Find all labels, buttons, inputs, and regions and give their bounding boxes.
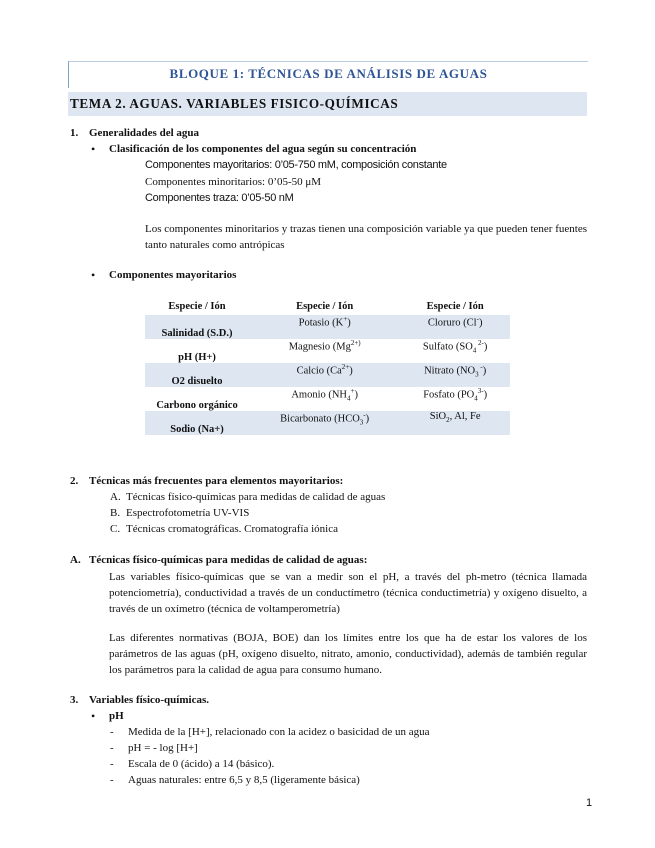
- table-row: [145, 315, 510, 339]
- section-a-paragraph-2: Las diferentes normativas (BOJA, BOE) dan los límites entre los que ha de estar los valores de los parámetros de las aguas (pH, oxígeno disuelto, nitrato, amonio, conductividad), además de también regular los parámetros para la calidad de agua para consumo humano.: [109, 632, 587, 676]
- table-cell: pH (H+): [178, 352, 216, 363]
- concentration-label: Componentes mayoritarios: [145, 159, 270, 171]
- tema-header: [68, 92, 587, 116]
- table-cell: [249, 339, 400, 363]
- formula-subscript: 4: [472, 346, 477, 355]
- formula-superscript: -: [363, 411, 366, 419]
- concentration-value: : 0’05-750 mM, composición constante: [269, 159, 447, 171]
- section-a-title: Técnicas físico-químicas para medidas de calidad de aguas:: [89, 554, 368, 566]
- table-cell: [400, 339, 510, 363]
- components-paragraph: Los componentes minoritarios y trazas tienen una composición variable ya que pueden tener fuentes tanto naturales como antrópicas: [145, 223, 587, 251]
- formula-end: ): [483, 389, 488, 401]
- table-cell: O2 disuelto: [145, 363, 249, 387]
- formula-end: ): [365, 413, 370, 425]
- section-a-letter: A.: [70, 554, 81, 566]
- formula-end: ): [478, 317, 483, 329]
- formula-superscript: +: [343, 315, 348, 323]
- table-row: [145, 411, 510, 435]
- formula-superscript: 3-: [477, 387, 484, 395]
- formula-subscript: 3: [475, 370, 479, 379]
- formula-text: Amonio (NH: [291, 389, 348, 401]
- section-a-paragraph-1: Las variables físico-químicas que se van a medir son el pH, a través del ph-metro (técnica llamada potenciometría), conductividad a través de un conductímetro (técnica conductimetría) y oxígeno disuelto, a través de un oxímetro (técnica de voltamperometría): [109, 571, 587, 615]
- dash-text: Escala de 0 (ácido) a 14 (básico).: [128, 758, 275, 770]
- bullet-icon: •: [91, 709, 96, 723]
- bloque-title: BLOQUE 1: TÉCNICAS DE ANÁLISIS DE AGUAS: [169, 66, 488, 81]
- table-cell: Salinidad (S.D.): [145, 315, 249, 339]
- formula-text: Nitrato (NO: [424, 365, 476, 377]
- table-header-cell: Especie / Ión: [426, 301, 484, 312]
- formula-end: ): [347, 317, 351, 329]
- bullet-icon: •: [91, 268, 96, 282]
- table-cell: [249, 315, 400, 339]
- section-1-title: Generalidades del agua: [89, 127, 200, 139]
- formula-superscript: 2+): [350, 339, 361, 347]
- dash-text: pH = - log [H+]: [128, 742, 198, 754]
- list-item: [110, 523, 338, 535]
- formula-superscript: -: [478, 363, 483, 371]
- concentration-value: : 0’05-50 μM: [262, 176, 322, 188]
- section-2-title: Técnicas más frecuentes para elementos mayoritarios:: [89, 475, 344, 487]
- section-2-number: 2.: [70, 475, 79, 487]
- table-header-cell: Especie / Ión: [168, 301, 226, 312]
- list-text: Técnicas físico-químicas para medidas de calidad de aguas: [126, 491, 386, 503]
- list-text: Espectrofotometría UV-VIS: [126, 507, 250, 519]
- formula-text: Magnesio (Mg: [288, 341, 351, 353]
- concentration-line-2: [145, 176, 321, 188]
- concentration-line-3: [145, 192, 293, 204]
- table-cell: [249, 411, 400, 435]
- section-1-number: 1.: [70, 127, 79, 139]
- formula-text: Bicarbonato (HCO: [280, 413, 360, 425]
- table-cell: [400, 387, 510, 411]
- table-row: [145, 339, 510, 363]
- dash-text: Aguas naturales: entre 6,5 y 8,5 (ligeramente básica): [128, 774, 360, 786]
- formula-text: Fosfato (PO: [423, 389, 475, 401]
- formula-end: , Al, Fe: [449, 411, 481, 422]
- formula-text: Calcio (Ca: [296, 365, 342, 377]
- dash-item: [110, 726, 430, 738]
- table-row: [145, 387, 510, 411]
- list-item: [110, 507, 250, 519]
- table-cell: [400, 411, 510, 435]
- dash-item: [110, 758, 275, 770]
- table-cell: [400, 363, 510, 387]
- section-3-number: 3.: [70, 694, 79, 706]
- concentration-line-1: [145, 159, 447, 171]
- formula-text: Potasio (K: [298, 317, 344, 329]
- formula-end: ): [483, 341, 488, 353]
- table-cell: [249, 387, 400, 411]
- table-header-row: [145, 298, 510, 315]
- formula-end: ): [482, 365, 487, 377]
- formula-end: ): [354, 389, 358, 401]
- formula-subscript: 4: [474, 394, 478, 403]
- dash-text: Medida de la [H+], relacionado con la acidez o basicidad de un agua: [128, 726, 430, 738]
- table-cell: [249, 363, 400, 387]
- dash-icon: -: [110, 726, 114, 738]
- bloque-header: [68, 61, 588, 88]
- section-3-title: Variables físico-químicas.: [89, 694, 209, 706]
- dash-item: [110, 742, 198, 754]
- formula-text: Sulfato (SO: [422, 341, 473, 353]
- formula-end: ): [349, 365, 353, 377]
- formula-text: Cloruro (Cl: [427, 317, 477, 329]
- formula-text: SiO: [429, 411, 447, 422]
- list-item: [110, 491, 386, 503]
- list-text: Técnicas cromatográficas. Cromatografía iónica: [126, 523, 338, 535]
- formula-superscript: 2-: [476, 339, 484, 347]
- dash-item: [110, 774, 360, 786]
- table-cell: Carbono orgánico: [156, 400, 238, 411]
- table-header-cell: Especie / Ión: [296, 301, 354, 312]
- formula-superscript: +: [350, 387, 355, 395]
- formula-subscript: 3: [359, 418, 364, 427]
- species-table: [145, 298, 510, 435]
- tema-title: TEMA 2. AGUAS. VARIABLES FISICO-QUÍMICAS: [70, 96, 399, 111]
- bullet-classification: Clasificación de los componentes del agua según su concentración: [109, 143, 417, 155]
- concentration-label: Componentes minoritarios: [145, 176, 263, 188]
- formula-subscript: 2: [446, 416, 450, 425]
- dash-icon: -: [110, 742, 114, 754]
- page-number: 1: [586, 797, 593, 809]
- concentration-value: : 0’05-50 nM: [235, 192, 294, 204]
- dash-icon: -: [110, 774, 114, 786]
- formula-superscript: -: [476, 315, 479, 323]
- list-letter: B.: [110, 507, 121, 519]
- table-row: [145, 363, 510, 387]
- concentration-label: Componentes traza: [145, 192, 236, 204]
- formula-superscript: 2+: [341, 363, 350, 371]
- table-cell: [400, 315, 510, 339]
- list-letter: C.: [110, 523, 121, 535]
- dash-icon: -: [110, 758, 114, 770]
- bullet-ph: pH: [109, 710, 124, 722]
- bullet-major-components: Componentes mayoritarios: [109, 269, 237, 281]
- bullet-icon: •: [91, 142, 96, 156]
- table-cell: Sodio (Na+): [145, 411, 249, 435]
- list-letter: A.: [110, 491, 121, 503]
- formula-subscript: 4: [347, 394, 351, 403]
